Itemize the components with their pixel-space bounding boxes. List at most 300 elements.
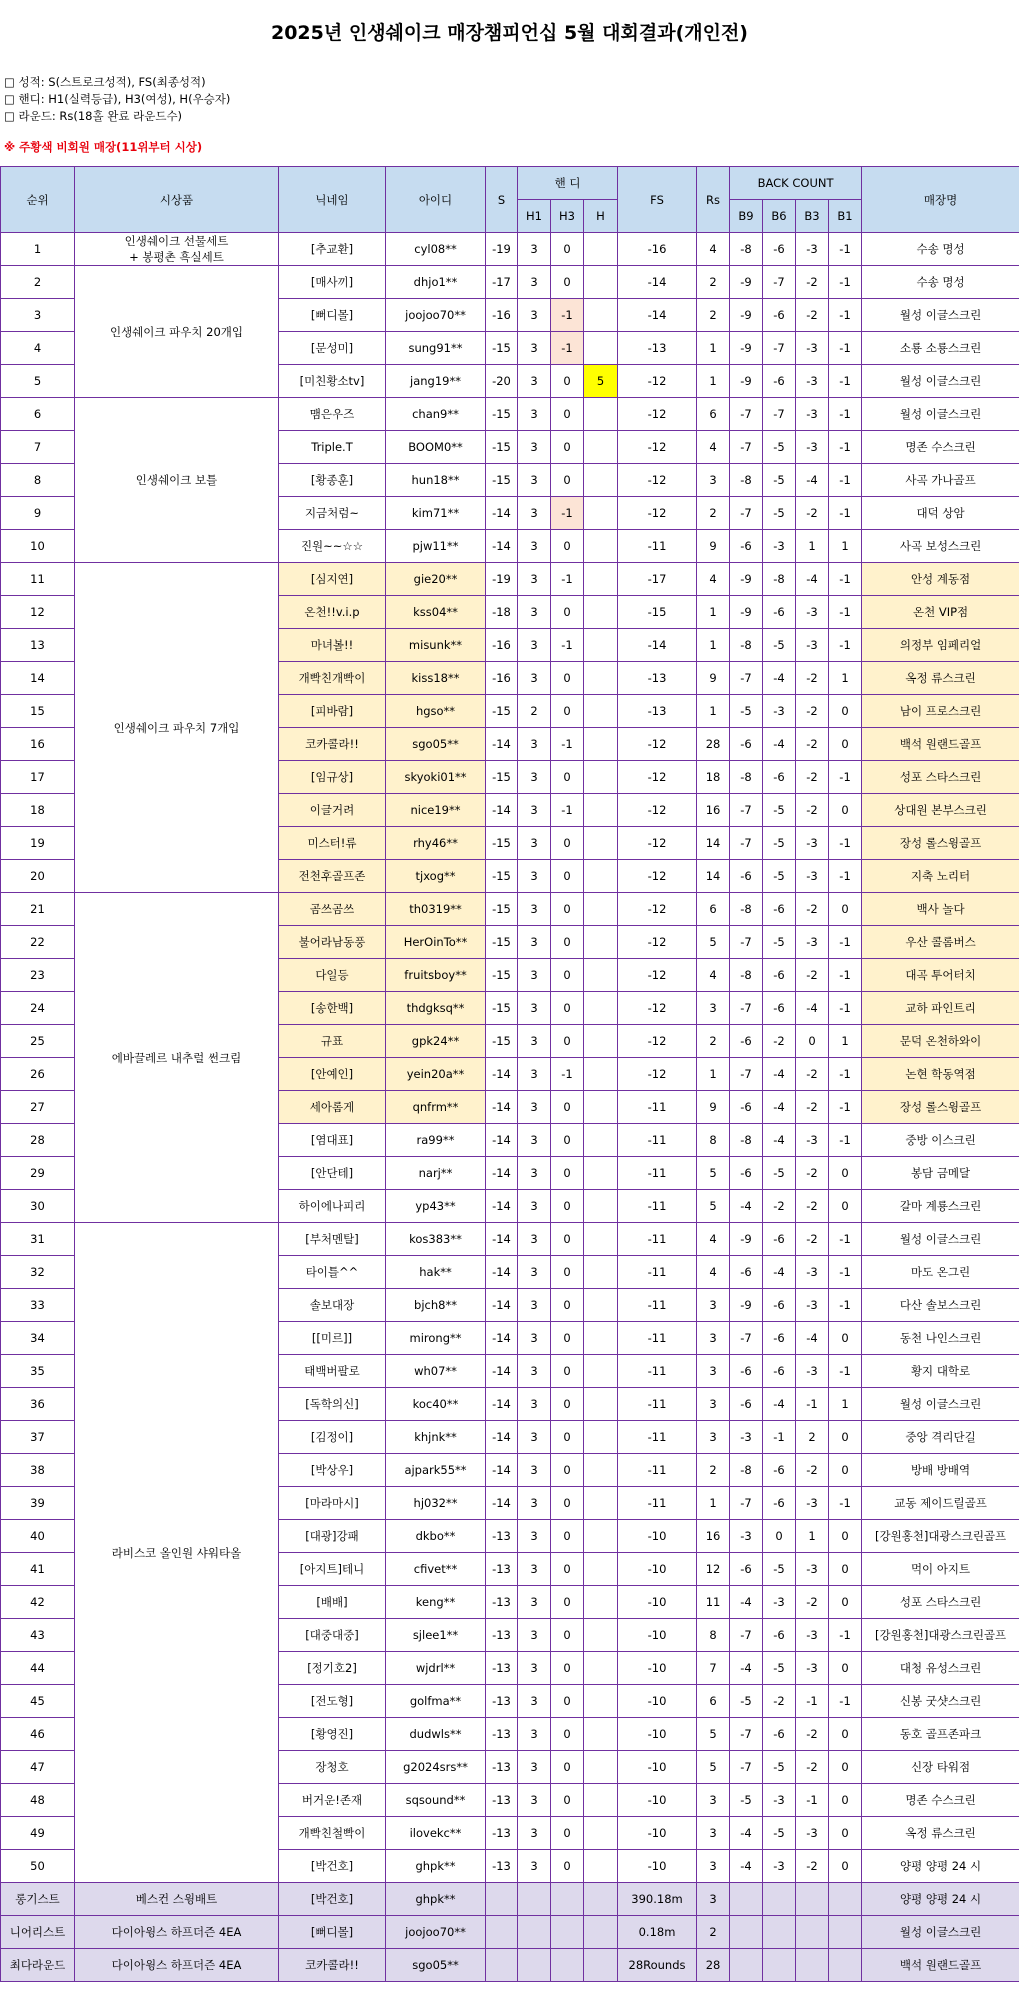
cell-rank: 43 [1,1619,75,1652]
cell-store: 먹이 아지트 [862,1553,1019,1586]
award-id: sgo05** [386,1949,486,1982]
cell-b6: -6 [763,893,796,926]
legend-handicap: □ 핸디: H1(실력등급), H3(여성), H(우승자) [4,92,231,106]
cell-fs: -11 [618,530,697,563]
cell-nickname: [박건호] [279,1850,386,1883]
cell-b1: -1 [829,761,862,794]
cell-id: rhy46** [386,827,486,860]
cell-id: ra99** [386,1124,486,1157]
cell-h [584,1289,618,1322]
cell-b9: -7 [730,431,763,464]
cell-b3: -3 [796,365,829,398]
cell-nickname: [마라마시] [279,1487,386,1520]
cell-h1: 3 [518,1850,551,1883]
cell-h1: 3 [518,398,551,431]
cell-h3: 0 [551,959,584,992]
cell-b9: -9 [730,365,763,398]
cell-id: ajpark55** [386,1454,486,1487]
cell-rs: 6 [697,398,730,431]
prize-cell: 인생쉐이크 선물세트 + 봉평촌 흑실세트 [75,233,279,266]
cell-rank: 41 [1,1553,75,1586]
cell-b3: -4 [796,563,829,596]
cell-b6: -6 [763,233,796,266]
cell-fs: -10 [618,1685,697,1718]
cell-rank: 10 [1,530,75,563]
cell-rank: 50 [1,1850,75,1883]
cell-h3: 0 [551,893,584,926]
empty-cell [763,1916,796,1949]
cell-id: yp43** [386,1190,486,1223]
cell-fs: -11 [618,1322,697,1355]
cell-h1: 3 [518,1190,551,1223]
cell-b1: 0 [829,695,862,728]
cell-h [584,233,618,266]
cell-b6: -3 [763,1784,796,1817]
cell-b6: -2 [763,1685,796,1718]
cell-h [584,662,618,695]
cell-rs: 11 [697,1586,730,1619]
cell-b9: -7 [730,1718,763,1751]
cell-store: 백석 원랜드골프 [862,728,1019,761]
cell-id: kos383** [386,1223,486,1256]
cell-b9: -8 [730,893,763,926]
cell-b1: 0 [829,1586,862,1619]
cell-s: -13 [486,1652,518,1685]
cell-store: 월성 이글스크린 [862,299,1019,332]
cell-h [584,299,618,332]
empty-cell [584,1883,618,1916]
cell-rs: 2 [697,1025,730,1058]
cell-id: dudwls** [386,1718,486,1751]
cell-b3: -1 [796,1784,829,1817]
cell-h1: 3 [518,860,551,893]
cell-fs: -12 [618,497,697,530]
cell-fs: -13 [618,695,697,728]
cell-b6: -6 [763,299,796,332]
cell-b1: -1 [829,332,862,365]
cell-b1: 0 [829,1817,862,1850]
cell-b1: -1 [829,1289,862,1322]
cell-b1: -1 [829,860,862,893]
award-prize: 다이아윙스 하프더즌 4EA [75,1916,279,1949]
cell-b6: 0 [763,1520,796,1553]
cell-h3: -1 [551,794,584,827]
cell-id: yein20a** [386,1058,486,1091]
cell-b3: -2 [796,1751,829,1784]
award-name: 최다라운드 [1,1949,75,1982]
cell-h3: 0 [551,992,584,1025]
cell-b3: -2 [796,959,829,992]
cell-h1: 3 [518,662,551,695]
cell-nickname: 불어라남동풍 [279,926,386,959]
cell-b3: -2 [796,728,829,761]
cell-b6: -2 [763,1190,796,1223]
cell-nickname: 진원~~☆☆ [279,530,386,563]
nonmember-notice: ※ 주황색 비회원 매장(11위부터 시상) [4,140,203,154]
cell-b6: -6 [763,1454,796,1487]
cell-b6: -3 [763,530,796,563]
cell-b1: -1 [829,464,862,497]
cell-h1: 3 [518,1784,551,1817]
cell-h3: 0 [551,1553,584,1586]
cell-b9: -9 [730,1223,763,1256]
cell-rank: 19 [1,827,75,860]
table-row [1,1223,1019,1256]
cell-store: 장성 롤스윙골프 [862,827,1019,860]
cell-b1: -1 [829,233,862,266]
cell-nickname: [미친황소tv] [279,365,386,398]
cell-fs: -10 [618,1553,697,1586]
cell-rs: 3 [697,1421,730,1454]
cell-b6: -5 [763,860,796,893]
col-rs: Rs [697,167,730,233]
cell-h1: 3 [518,431,551,464]
award-store: 월성 이글스크린 [862,1916,1019,1949]
empty-cell [796,1916,829,1949]
cell-s: -15 [486,695,518,728]
cell-b3: -3 [796,233,829,266]
cell-rank: 32 [1,1256,75,1289]
cell-h3: 0 [551,1817,584,1850]
cell-id: bjch8** [386,1289,486,1322]
cell-b6: -6 [763,596,796,629]
cell-h1: 3 [518,530,551,563]
cell-id: HerOinTo** [386,926,486,959]
cell-fs: -14 [618,629,697,662]
cell-id: tjxog** [386,860,486,893]
cell-b9: -4 [730,1190,763,1223]
cell-s: -15 [486,431,518,464]
cell-store: 사곡 가나골프 [862,464,1019,497]
cell-rank: 37 [1,1421,75,1454]
cell-h1: 3 [518,1124,551,1157]
cell-h3: 0 [551,926,584,959]
cell-rank: 48 [1,1784,75,1817]
cell-rank: 4 [1,332,75,365]
cell-nickname: [송한백] [279,992,386,1025]
table-row [1,893,1019,926]
cell-s: -14 [486,1487,518,1520]
cell-store: 대청 유성스크린 [862,1652,1019,1685]
cell-b6: -6 [763,1718,796,1751]
cell-nickname: [김정이] [279,1421,386,1454]
cell-store: 수송 명성 [862,233,1019,266]
cell-rs: 3 [697,1850,730,1883]
results-body [1,233,1019,1883]
award-nickname: 코카콜라!! [279,1949,386,1982]
cell-nickname: 전천후골프존 [279,860,386,893]
cell-rank: 11 [1,563,75,596]
empty-cell [551,1916,584,1949]
award-name: 롱기스트 [1,1883,75,1916]
cell-fs: -11 [618,1124,697,1157]
cell-h [584,728,618,761]
cell-b1: -1 [829,596,862,629]
cell-s: -14 [486,1256,518,1289]
cell-h1: 3 [518,596,551,629]
cell-b1: -1 [829,1256,862,1289]
cell-rs: 9 [697,1091,730,1124]
cell-b9: -5 [730,1784,763,1817]
cell-id: sqsound** [386,1784,486,1817]
cell-id: joojoo70** [386,299,486,332]
cell-s: -13 [486,1718,518,1751]
cell-b9: -9 [730,266,763,299]
cell-h [584,596,618,629]
cell-h1: 3 [518,1685,551,1718]
cell-id: g2024srs** [386,1751,486,1784]
cell-b1: -1 [829,926,862,959]
cell-rs: 4 [697,1223,730,1256]
cell-b6: -5 [763,1652,796,1685]
cell-h3: 0 [551,464,584,497]
cell-s: -14 [486,728,518,761]
cell-id: hj032** [386,1487,486,1520]
cell-id: koc40** [386,1388,486,1421]
cell-fs: -11 [618,1487,697,1520]
col-b6: B6 [763,200,796,233]
cell-s: -14 [486,1454,518,1487]
cell-b6: -4 [763,1058,796,1091]
cell-b6: -7 [763,266,796,299]
empty-cell [518,1916,551,1949]
cell-s: -14 [486,1421,518,1454]
cell-b1: -1 [829,1619,862,1652]
cell-h3: 0 [551,233,584,266]
cell-rank: 21 [1,893,75,926]
cell-h3: 0 [551,398,584,431]
cell-h3: 0 [551,1520,584,1553]
cell-b3: -3 [796,926,829,959]
award-record: 28Rounds [618,1949,697,1982]
cell-nickname: 온천!!v.i.p [279,596,386,629]
award-rs: 28 [697,1949,730,1982]
cell-h1: 3 [518,1256,551,1289]
cell-id: skyoki01** [386,761,486,794]
cell-b3: -4 [796,992,829,1025]
cell-id: keng** [386,1586,486,1619]
cell-b3: -2 [796,1058,829,1091]
cell-h3: -1 [551,728,584,761]
cell-b3: -2 [796,1850,829,1883]
cell-b3: -3 [796,1817,829,1850]
cell-b1: 0 [829,1652,862,1685]
cell-id: fruitsboy** [386,959,486,992]
cell-nickname: [[미르]] [279,1322,386,1355]
cell-rank: 46 [1,1718,75,1751]
cell-rs: 5 [697,1190,730,1223]
cell-s: -13 [486,1817,518,1850]
cell-b6: -1 [763,1421,796,1454]
special-awards [1,1883,1019,1982]
cell-b9: -8 [730,959,763,992]
award-store: 양평 양평 24 시 [862,1883,1019,1916]
cell-h1: 3 [518,1751,551,1784]
cell-fs: -11 [618,1091,697,1124]
cell-h1: 3 [518,761,551,794]
cell-rank: 8 [1,464,75,497]
cell-h3: 0 [551,1487,584,1520]
cell-nickname: [아지트]테니 [279,1553,386,1586]
empty-cell [829,1883,862,1916]
cell-b3: -2 [796,299,829,332]
cell-b6: -6 [763,1355,796,1388]
cell-b9: -6 [730,1256,763,1289]
cell-b6: -6 [763,959,796,992]
cell-rank: 6 [1,398,75,431]
cell-id: sgo05** [386,728,486,761]
cell-b3: -2 [796,1586,829,1619]
cell-b9: -6 [730,530,763,563]
empty-cell [796,1949,829,1982]
cell-b6: -5 [763,1553,796,1586]
cell-b6: -5 [763,497,796,530]
cell-id: BOOM0** [386,431,486,464]
cell-s: -19 [486,563,518,596]
cell-b6: -5 [763,1751,796,1784]
cell-nickname: 다일등 [279,959,386,992]
cell-h [584,1091,618,1124]
cell-id: mirong** [386,1322,486,1355]
cell-nickname: [독학의신] [279,1388,386,1421]
cell-rank: 30 [1,1190,75,1223]
cell-rs: 3 [697,1784,730,1817]
cell-b6: -6 [763,1619,796,1652]
cell-b3: -1 [796,1685,829,1718]
col-fs: FS [618,167,697,233]
award-rs: 2 [697,1916,730,1949]
cell-s: -18 [486,596,518,629]
legend-score: □ 성적: S(스트로크성적), FS(최종성적) [4,75,206,89]
cell-rank: 31 [1,1223,75,1256]
cell-h1: 3 [518,794,551,827]
cell-fs: -12 [618,1025,697,1058]
cell-rs: 3 [697,1355,730,1388]
cell-s: -19 [486,233,518,266]
cell-h1: 3 [518,1289,551,1322]
cell-rs: 1 [697,332,730,365]
cell-store: 문덕 온천하와이 [862,1025,1019,1058]
cell-store: 성포 스타스크린 [862,761,1019,794]
cell-b6: -5 [763,926,796,959]
award-id: ghpk** [386,1883,486,1916]
cell-b6: -4 [763,728,796,761]
cell-h3: 0 [551,1421,584,1454]
cell-rs: 4 [697,1256,730,1289]
cell-nickname: [전도형] [279,1685,386,1718]
cell-store: 신봉 굿샷스크린 [862,1685,1019,1718]
cell-s: -15 [486,398,518,431]
cell-rs: 4 [697,233,730,266]
cell-s: -13 [486,1850,518,1883]
cell-id: narj** [386,1157,486,1190]
cell-h1: 3 [518,992,551,1025]
cell-nickname: [배배] [279,1586,386,1619]
cell-store: 남이 프로스크린 [862,695,1019,728]
cell-b9: -9 [730,1289,763,1322]
cell-b3: 1 [796,530,829,563]
cell-h [584,398,618,431]
cell-b6: -4 [763,1256,796,1289]
cell-id: kim71** [386,497,486,530]
cell-store: [강원홍천]대광스크린골프 [862,1520,1019,1553]
cell-h3: 0 [551,1157,584,1190]
cell-h3: 0 [551,1355,584,1388]
cell-nickname: [문성미] [279,332,386,365]
cell-store: [강원홍천]대광스크린골프 [862,1619,1019,1652]
cell-b1: 0 [829,1784,862,1817]
cell-b1: -1 [829,1223,862,1256]
cell-b3: 0 [796,1025,829,1058]
cell-nickname: 곰쓰곰쓰 [279,893,386,926]
cell-h1: 3 [518,827,551,860]
cell-id: ilovekc** [386,1817,486,1850]
cell-h [584,794,618,827]
cell-s: -13 [486,1619,518,1652]
cell-b6: -7 [763,332,796,365]
cell-b3: -2 [796,1091,829,1124]
cell-h [584,1190,618,1223]
cell-b9: -7 [730,662,763,695]
cell-h1: 3 [518,1553,551,1586]
cell-h [584,1355,618,1388]
cell-rs: 3 [697,464,730,497]
cell-h [584,1553,618,1586]
cell-nickname: [뻐디몰] [279,299,386,332]
cell-rank: 23 [1,959,75,992]
col-id: 아이디 [386,167,486,233]
cell-nickname: 지금처럼~ [279,497,386,530]
cell-h1: 2 [518,695,551,728]
cell-id: kss04** [386,596,486,629]
prize-cell: 인생쉐이크 파우치 7개입 [75,563,279,893]
cell-b3: -3 [796,1487,829,1520]
cell-rank: 9 [1,497,75,530]
cell-s: -14 [486,1124,518,1157]
cell-rank: 29 [1,1157,75,1190]
cell-h1: 3 [518,728,551,761]
cell-store: 동호 골프존파크 [862,1718,1019,1751]
cell-b6: -5 [763,1817,796,1850]
cell-fs: -12 [618,365,697,398]
cell-rs: 1 [697,629,730,662]
cell-b6: -7 [763,398,796,431]
cell-fs: -12 [618,959,697,992]
cell-b9: -7 [730,1322,763,1355]
cell-h1: 3 [518,1355,551,1388]
cell-id: qnfrm** [386,1091,486,1124]
cell-b1: 0 [829,1520,862,1553]
cell-h3: 0 [551,1388,584,1421]
award-nickname: [뻐디몰] [279,1916,386,1949]
cell-h1: 3 [518,332,551,365]
cell-fs: -12 [618,794,697,827]
cell-b1: 0 [829,1718,862,1751]
cell-h3: 0 [551,1322,584,1355]
cell-s: -13 [486,1520,518,1553]
cell-rank: 16 [1,728,75,761]
cell-h1: 3 [518,1058,551,1091]
cell-h1: 3 [518,1817,551,1850]
cell-b1: -1 [829,365,862,398]
cell-fs: -10 [618,1751,697,1784]
cell-h [584,827,618,860]
cell-h: 5 [584,365,618,398]
cell-b6: -4 [763,1124,796,1157]
cell-rank: 40 [1,1520,75,1553]
cell-h [584,761,618,794]
cell-store: 수송 명성 [862,266,1019,299]
